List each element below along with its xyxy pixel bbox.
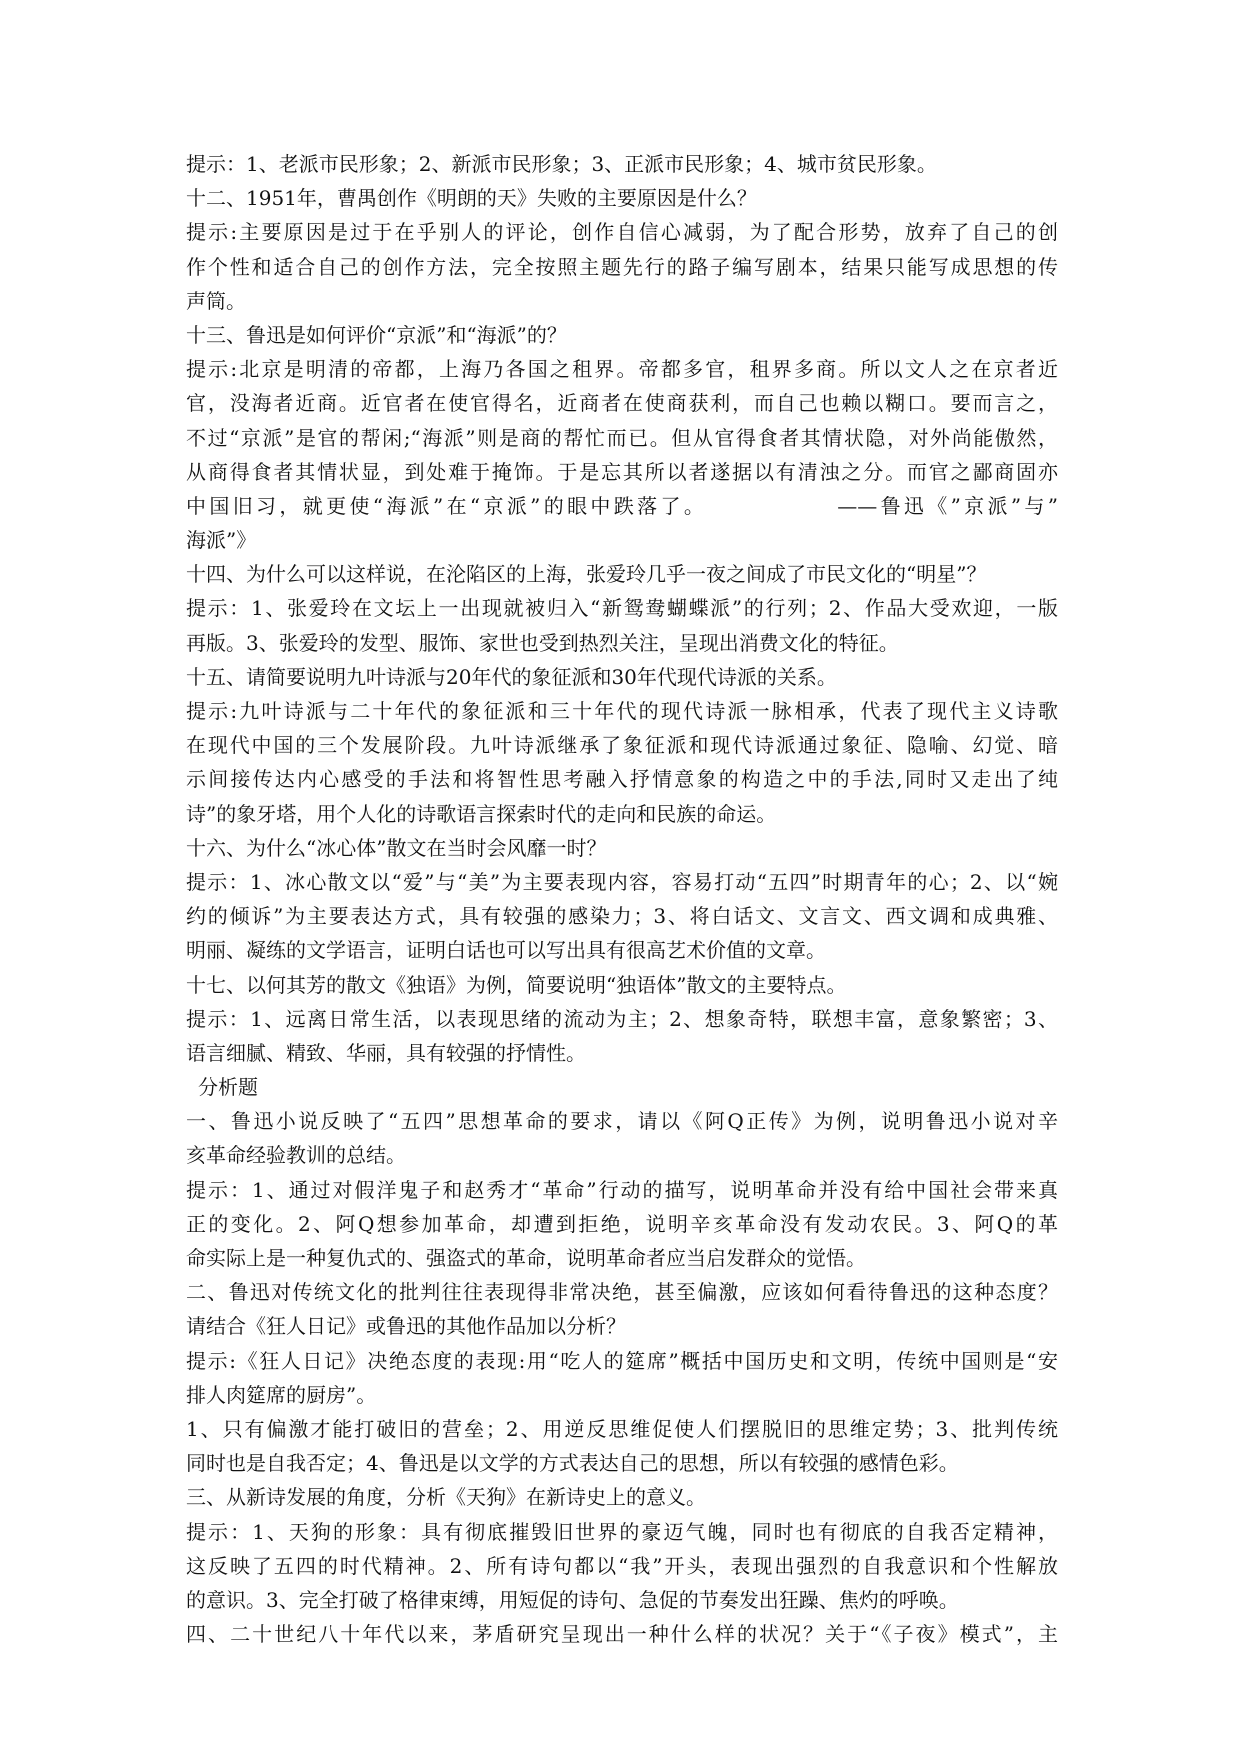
text-line: 再版。3、张爱玲的发型、服饰、家世也受到热烈关注，呈现出消费文化的特征。 bbox=[186, 630, 899, 655]
text-line: 十五、请简要说明九叶诗派与20年代的象征派和30年代现代诗派的关系。 bbox=[186, 664, 837, 689]
text-line: 明丽、凝练的文学语言，证明白话也可以写出具有很高艺术价值的文章。 bbox=[186, 938, 826, 963]
text-line: 中国旧习，就更使“海派”在“京派”的眼中跌落了。 ——鲁迅《”京派”与” bbox=[186, 493, 1058, 518]
text-line: 不过“京派”是官的帮闲;“海派”则是商的帮忙而已。但从官得食者其情状隐，对外尚能傲然， bbox=[186, 425, 1058, 450]
text-line: 十六、为什么“冰心体”散文在当时会风靡一时？ bbox=[186, 835, 607, 860]
text-line: 命实际上是一种复仇式的、强盗式的革命，说明革命者应当启发群众的觉悟。 bbox=[186, 1246, 866, 1270]
document-body bbox=[186, 147, 1058, 1651]
text-line: 提示：1、远离日常生活，以表现思绪的流动为主；2、想象奇特，联想丰富，意象繁密；3、 bbox=[186, 1006, 1058, 1031]
text-line: 诗”的象牙塔，用个人化的诗歌语言探索时代的走向和民族的命运。 bbox=[186, 801, 777, 826]
text-line: 同时也是自我否定；4、鲁迅是以文学的方式表达自己的思想，所以有较强的感情色彩。 bbox=[186, 1451, 959, 1476]
text-line: 提示:主要原因是过于在乎别人的评论，创作自信心减弱，为了配合形势，放弃了自己的创 bbox=[186, 220, 1058, 245]
text-line: 作个性和适合自己的创作方法，完全按照主题先行的路子编写剧本，结果只能写成思想的传 bbox=[186, 254, 1058, 279]
text-line: 的意识。3、完全打破了格律束缚，用短促的诗句、急促的节奏发出狂躁、焦灼的呼唤。 bbox=[186, 1587, 959, 1612]
text-line: 官，没海者近商。近官者在使官得名，近商者在使商获利，而自己也赖以糊口。要而言之， bbox=[186, 391, 1058, 416]
text-line: 十七、以何其芳的散文《独语》为例，简要说明“独语体”散文的主要特点。 bbox=[186, 972, 847, 997]
text-line: 十二、1951年，曹禺创作《明朗的天》失败的主要原因是什么？ bbox=[186, 186, 757, 211]
text-line: 提示:北京是明清的帝都，上海乃各国之租界。帝都多官，租界多商。所以文人之在京者近 bbox=[186, 357, 1058, 382]
text-line: 约的倾诉”为主要表达方式，具有较强的感染力；3、将白话文、文言文、西文调和成典雅、 bbox=[186, 904, 1058, 929]
text-line: 排人肉筵席的厨房”。 bbox=[186, 1382, 377, 1407]
text-line: 正的变化。2、阿Q想参加革命，却遭到拒绝，说明辛亥革命没有发动农民。3、阿Q的革 bbox=[186, 1211, 1058, 1236]
text-line: 提示：1、通过对假洋鬼子和赵秀才“革命”行动的描写，说明革命并没有给中国社会带来真 bbox=[186, 1177, 1058, 1202]
text-line: 从商得食者其情状显，到处难于掩饰。于是忘其所以者遂据以有清浊之分。而官之鄙商固亦 bbox=[186, 459, 1058, 484]
text-line: 亥革命经验教训的总结。 bbox=[186, 1143, 406, 1168]
section-heading: 分析题 bbox=[198, 1075, 258, 1100]
text-line: 一、鲁迅小说反映了“五四”思想革命的要求，请以《阿Q正传》为例，说明鲁迅小说对辛 bbox=[186, 1109, 1058, 1134]
text-line: 十三、鲁迅是如何评价“京派”和“海派”的？ bbox=[186, 322, 567, 347]
text-line: 三、从新诗发展的角度，分析《天狗》在新诗史上的意义。 bbox=[186, 1485, 706, 1510]
text-line: 在现代中国的三个发展阶段。九叶诗派继承了象征派和现代诗派通过象征、隐喻、幻觉、暗 bbox=[186, 733, 1058, 758]
text-line: 十四、为什么可以这样说，在沦陷区的上海，张爱玲几乎一夜之间成了市民文化的“明星”？ bbox=[186, 562, 987, 587]
text-line: 这反映了五四的时代精神。2、所有诗句都以“我”开头，表现出强烈的自我意识和个性解放 bbox=[186, 1553, 1058, 1578]
text-line: 海派”》 bbox=[186, 528, 257, 553]
text-line: 提示：1、天狗的形象：具有彻底摧毁旧世界的豪迈气魄，同时也有彻底的自我否定精神， bbox=[186, 1519, 1058, 1544]
text-line: 示间接传达内心感受的手法和将智性思考融入抒情意象的构造之中的手法,同时又走出了纯 bbox=[186, 767, 1058, 792]
text-line: 声筒。 bbox=[186, 288, 246, 313]
text-line: 提示：1、老派市民形象；2、新派市民形象；3、正派市民形象；4、城市贫民形象。 bbox=[186, 152, 937, 176]
text-line: 1、只有偏激才能打破旧的营垒；2、用逆反思维促使人们摆脱旧的思维定势；3、批判传统 bbox=[186, 1416, 1058, 1441]
text-line: 二、鲁迅对传统文化的批判往往表现得非常决绝，甚至偏激，应该如何看待鲁迅的这种态度？ bbox=[186, 1280, 1058, 1305]
text-line: 语言细腻、精致、华丽，具有较强的抒情性。 bbox=[186, 1040, 586, 1065]
text-line: 四、二十世纪八十年代以来，茅盾研究呈现出一种什么样的状况？关于“《子夜》模式”，主 bbox=[186, 1622, 1058, 1647]
text-line: 提示:《狂人日记》决绝态度的表现:用“吃人的筵席”概括中国历史和文明，传统中国则是“安 bbox=[186, 1348, 1058, 1373]
text-line: 请结合《狂人日记》或鲁迅的其他作品加以分析？ bbox=[186, 1314, 626, 1339]
text-line: 提示：1、张爱玲在文坛上一出现就被归入“新鸳鸯蝴蝶派”的行列；2、作品大受欢迎，一版 bbox=[186, 596, 1058, 621]
text-line: 提示：1、冰心散文以“爱”与“美”为主要表现内容，容易打动“五四”时期青年的心；2、以“婉 bbox=[186, 869, 1058, 894]
text-line: 提示:九叶诗派与二十年代的象征派和三十年代的现代诗派一脉相承，代表了现代主义诗歌 bbox=[186, 699, 1058, 723]
